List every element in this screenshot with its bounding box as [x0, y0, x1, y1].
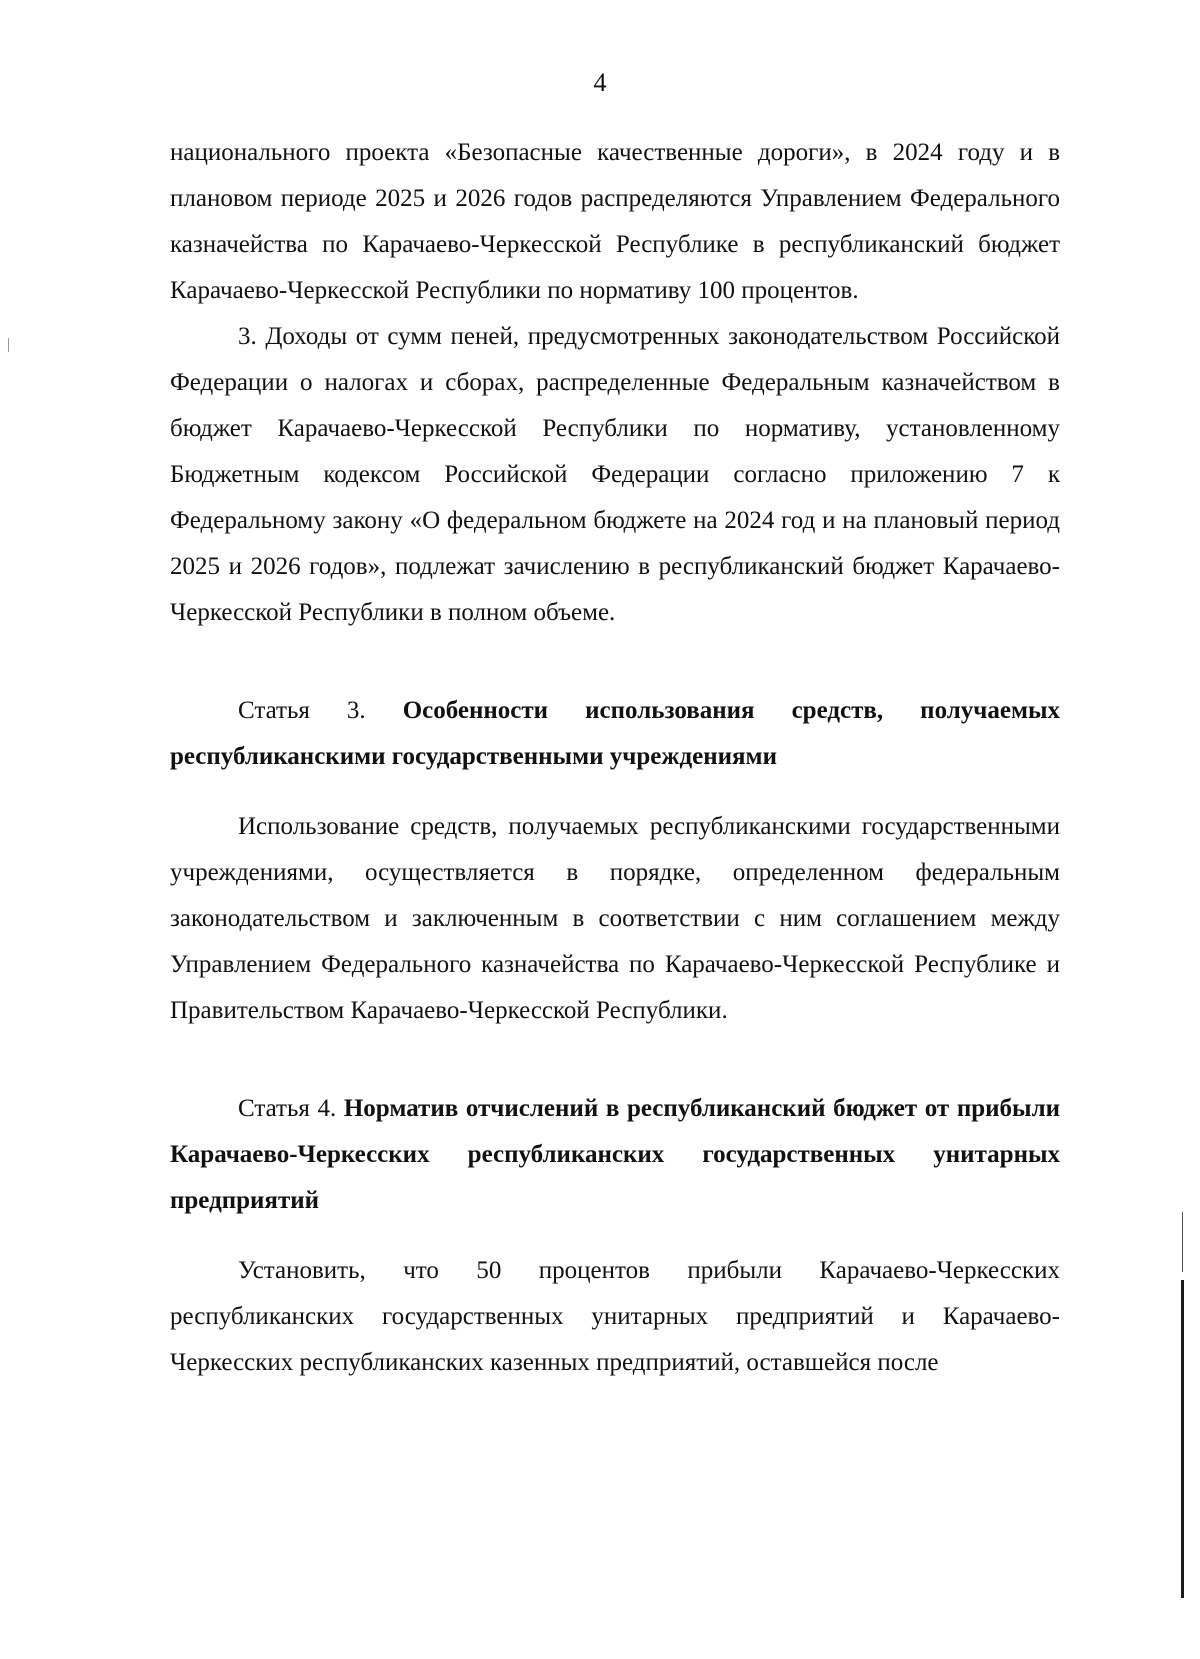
article-4-heading: [170, 1086, 1060, 1224]
scan-edge-line: [1181, 1280, 1184, 1598]
document-body: [170, 130, 1060, 1386]
paragraph-item-3: 3. Доходы от сумм пеней, предусмотренных законодательством Российской Федерации о налогах и сборах, распределенные Федеральным казначейством в бюджет Карачаево-Черкесской Республики по нормативу, установленному Бюджетным кодексом Российской Федерации согласно приложению 7 к Федеральному закону «О федеральном бюджете на 2024 год и на плановый период 2025 и 2026 годов», подлежат зачислению в республиканский бюджет Карачаево-Черкесской Республики в полном объеме.: [170, 323, 1060, 626]
scan-left-mark: [8, 338, 9, 352]
spacer: [170, 1224, 1060, 1248]
page-number: 4: [593, 68, 607, 97]
spacer: [170, 780, 1060, 804]
article-4-title: Норматив отчислений в республиканский бюджет от прибыли Карачаево-Черкесских республиканских государственных унитарных предприятий: [170, 1095, 1060, 1214]
article-4-text: Установить, что 50 процентов прибыли Карачаево-Черкесских республиканских государственных унитарных предприятий и Карачаево-Черкесских республиканских казенных предприятий, оставшейся после: [170, 1257, 1060, 1376]
article-4-prefix: Статья 4.: [238, 1095, 337, 1122]
article-3-text: Использование средств, получаемых республиканскими государственными учреждениями, осуществляется в порядке, определенном федеральным законодательством и заключенным в соответствии с ним соглашением между Управлением Федерального казначейства по Карачаево-Черкесской Республике и Правительством Карачаево-Черкесской Республики.: [170, 813, 1060, 1024]
paragraph-continuation: национального проекта «Безопасные качественные дороги», в 2024 году и в плановом периоде 2025 и 2026 годов распределяются Управлением Федерального казначейства по Карачаево-Черкесской Республике в республиканский бюджет Карачаево-Черкесской Республики по нормативу 100 процентов.: [170, 139, 1060, 304]
article-3-heading: [170, 688, 1060, 780]
article-3-title: Особенности использования средств, получаемых республиканскими государственными учреждениями: [170, 697, 1061, 770]
spacer: [170, 636, 1060, 688]
spacer: [170, 1034, 1060, 1086]
article-3-prefix: Статья 3.: [238, 697, 366, 724]
scan-edge-mark: [1182, 1212, 1183, 1272]
